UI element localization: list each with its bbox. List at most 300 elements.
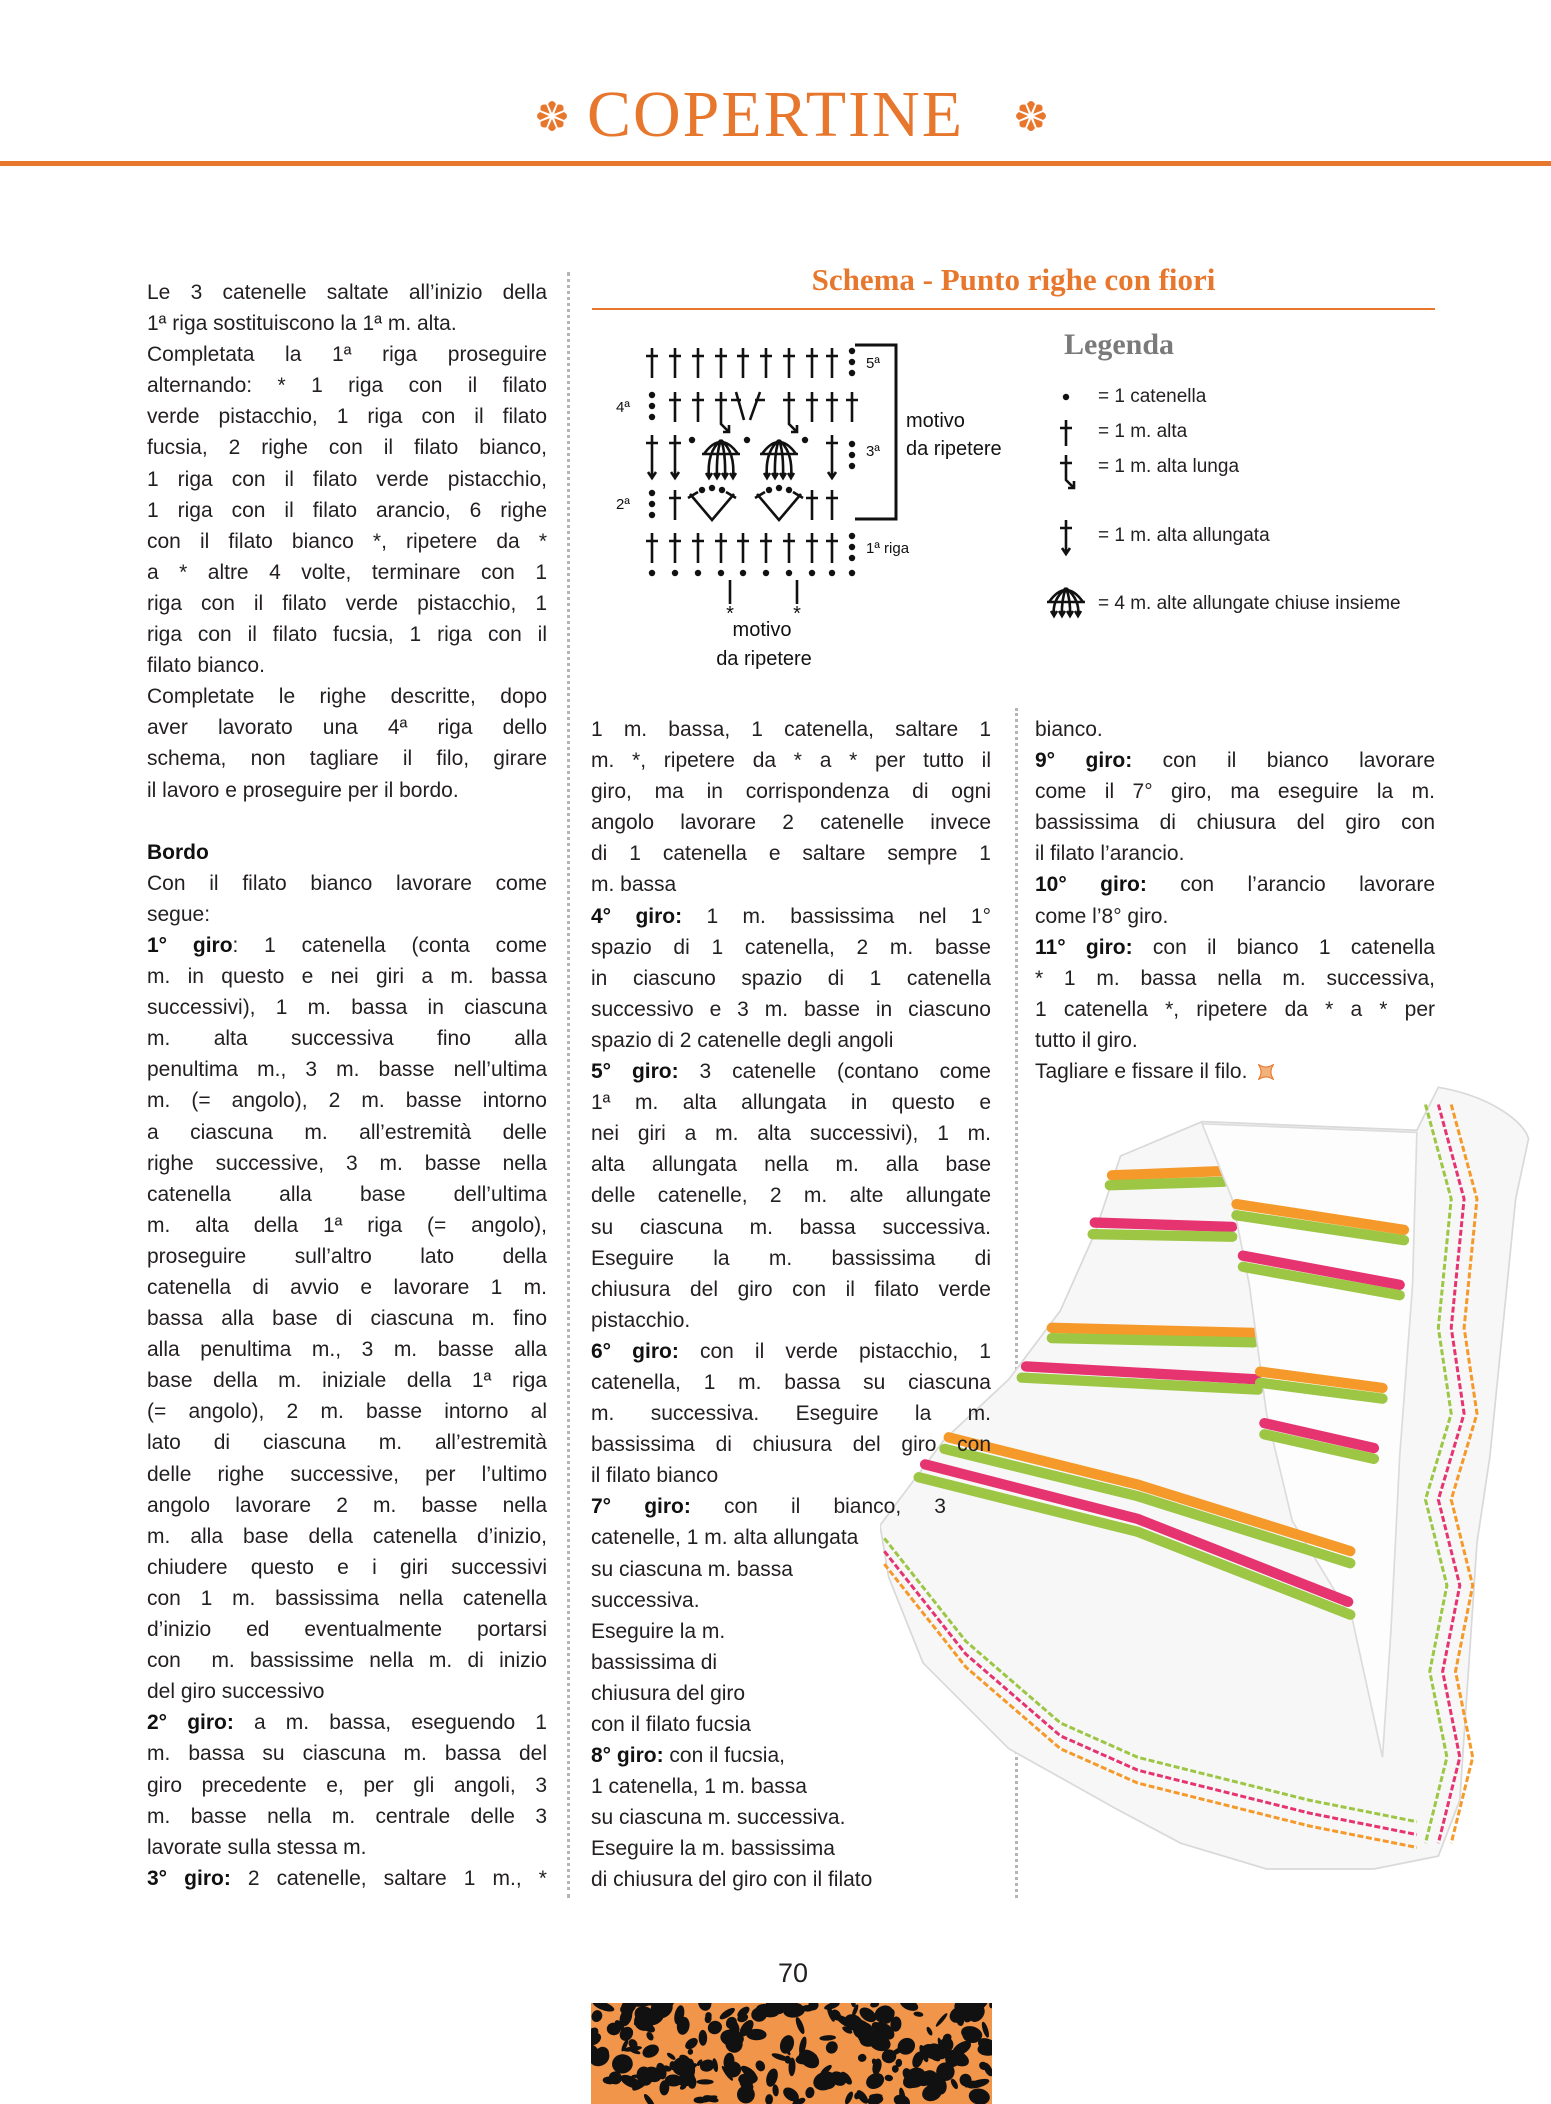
chain-dot	[689, 437, 695, 443]
text-line-content: bassissima di chiusura del giro con	[1035, 811, 1435, 835]
legend-label: = 1 m. alta allungata	[1098, 525, 1270, 546]
text-line	[147, 1490, 547, 1521]
text-line	[147, 1303, 547, 1334]
text-line-content: con m. bassissime nella m. di inizio	[147, 1649, 547, 1673]
double-crochet-symbol	[737, 348, 749, 378]
legend-label: = 4 m. alte allungate chiuse insieme	[1098, 593, 1401, 614]
texture-mark	[967, 2087, 991, 2104]
texture-mark	[857, 2053, 867, 2062]
text-column-middle	[591, 714, 991, 1896]
text-line-content: successivo e 3 m. basse in ciascuno	[591, 997, 991, 1021]
chain-dot	[849, 359, 855, 365]
section-heading: Bordo	[147, 840, 209, 864]
text-line-content: con il filato bianco *, ripetere da *	[147, 529, 547, 553]
double-crochet-symbol	[669, 533, 681, 563]
text-line-content: catenella alla base dell’ultima	[147, 1182, 547, 1206]
text-line	[591, 1802, 991, 1833]
round-label: 1° giro	[147, 933, 233, 957]
text-line-content: righe successive, 3 m. basse nella	[147, 1151, 547, 1175]
text-line-content: con il bianco, 3	[690, 1495, 946, 1519]
text-line	[591, 1305, 991, 1336]
text-line-content: m. alta della 1ª riga (= angolo),	[147, 1213, 547, 1237]
text-line	[147, 1645, 547, 1676]
text-line-content: Tagliare e fissare il filo.	[1035, 1060, 1248, 1084]
legend-title: Legenda	[1064, 328, 1175, 361]
chain-dot	[649, 570, 655, 576]
text-line-content: con il bianco lavorare	[1132, 749, 1435, 773]
text-line-content: Completata la 1ª riga proseguire	[147, 343, 547, 367]
text-line	[591, 1616, 991, 1647]
v-group-symbol	[688, 492, 736, 520]
text-line	[591, 1740, 991, 1771]
chain-dot	[776, 485, 782, 491]
text-line-content: Con il filato bianco lavorare come	[147, 871, 547, 895]
chain-dot	[763, 570, 769, 576]
text-line	[147, 495, 547, 526]
text-line	[591, 1429, 991, 1460]
chain-dot	[649, 392, 655, 398]
footer-texture-band	[591, 2003, 992, 2104]
text-line	[147, 1179, 547, 1210]
texture-mark	[697, 2003, 713, 2012]
text-line-content: 1 riga con il filato verde pistacchio,	[147, 467, 547, 491]
text-line-content: con 1 m. bassissima nella catenella	[147, 1586, 547, 1610]
chain-dot	[849, 452, 855, 458]
chain-dot	[695, 570, 701, 576]
text-line	[591, 776, 991, 807]
text-line-content: il filato bianco	[591, 1464, 719, 1488]
texture-mark	[591, 2009, 604, 2024]
text-line	[147, 712, 547, 743]
text-line-content: Eseguire la m. bassissima di	[591, 1246, 991, 1270]
text-line-content: 1ª riga sostituiscono la 1ª m. alta.	[147, 312, 457, 336]
double-crochet-symbol	[806, 490, 818, 520]
text-line-content: m. *, ripetere da * a * per tutto il	[591, 749, 991, 773]
text-line	[591, 1647, 991, 1678]
double-crochet-symbol	[826, 490, 838, 520]
text-line	[1035, 807, 1435, 838]
repeat-label: motivo	[906, 410, 965, 432]
texture-mark	[819, 2035, 836, 2042]
spacer	[147, 806, 547, 837]
text-line-content: : 1 catenella (conta come	[232, 933, 547, 957]
text-line-content: angolo lavorare 2 m. basse nella	[147, 1493, 547, 1517]
text-line	[147, 1334, 547, 1365]
text-line	[147, 1707, 547, 1738]
legend-label: = 1 m. alta lunga	[1098, 456, 1240, 477]
double-crochet-symbol	[715, 348, 727, 378]
text-line-content: segue:	[147, 902, 211, 926]
asterisk-icon: *	[726, 603, 734, 625]
texture-mark	[754, 2059, 767, 2073]
chain-dot	[744, 437, 750, 443]
round-label: 11° giro:	[1035, 935, 1133, 959]
text-line	[147, 1085, 547, 1116]
round-label: 9° giro:	[1035, 749, 1133, 773]
chain-dot	[802, 437, 808, 443]
elongated-double-crochet-symbol	[646, 435, 658, 478]
green-stripe	[1093, 1234, 1233, 1237]
text-line	[591, 1771, 991, 1802]
text-line	[147, 1210, 547, 1241]
long-double-crochet-icon	[1060, 455, 1074, 488]
text-line	[591, 807, 991, 838]
text-line-content: bassissima di chiusura del giro con	[591, 1433, 991, 1457]
text-line-content: fucsia, 2 righe con il filato bianco,	[147, 436, 547, 460]
text-line-content: aver lavorato una 4ª riga dello	[147, 716, 547, 740]
chain-dot	[849, 544, 855, 550]
double-crochet-symbol	[783, 348, 795, 378]
chain-dot	[718, 570, 724, 576]
text-line-content: d’inizio ed eventualmente portarsi	[147, 1618, 547, 1642]
chain-dot	[849, 370, 855, 376]
texture-mark	[925, 2026, 933, 2036]
text-line	[147, 1148, 547, 1179]
repeat-label: da ripetere	[906, 438, 1002, 460]
text-line	[591, 963, 991, 994]
text-line	[147, 370, 547, 401]
text-line	[591, 1118, 991, 1149]
chain-dot	[649, 414, 655, 420]
text-line	[591, 1149, 991, 1180]
texture-mark	[989, 2003, 992, 2008]
text-line	[1035, 838, 1435, 869]
text-line-content: bianco.	[1035, 718, 1103, 741]
texture-mark	[640, 2042, 661, 2060]
text-line-content: del giro successivo	[147, 1680, 325, 1704]
text-line	[1035, 1025, 1435, 1056]
row-label: 4ª	[616, 399, 630, 416]
elongated-double-crochet-symbol	[669, 435, 681, 478]
chain-dot	[672, 570, 678, 576]
orange-stripe	[1112, 1171, 1224, 1175]
text-line	[591, 1087, 991, 1118]
text-line-content: m. alla base della catenella d’inizio,	[147, 1524, 547, 1548]
long-double-crochet-symbol	[715, 392, 729, 432]
orange-stripe	[1052, 1328, 1254, 1333]
text-line-content: chiudere questo e i giri successivi	[147, 1555, 547, 1579]
round-label: 3° giro:	[147, 1866, 231, 1890]
text-line	[1035, 901, 1435, 932]
texture-mark	[894, 2035, 918, 2058]
text-line-content: lavorate sulla stessa m.	[147, 1835, 367, 1859]
text-line-content: di 1 catenella e saltare sempre 1	[591, 842, 991, 866]
text-line	[591, 1025, 991, 1056]
double-crochet-symbol	[806, 392, 818, 422]
text-line-content: successiva.	[591, 1588, 700, 1612]
text-line	[147, 464, 547, 495]
text-line	[147, 1738, 547, 1769]
text-line-content: Eseguire la m. bassissima	[591, 1837, 835, 1861]
text-line	[1035, 869, 1435, 900]
double-crochet-symbol	[826, 392, 838, 422]
chain-dot	[849, 570, 855, 576]
text-line-content: 1ª m. alta allungata in questo e	[591, 1091, 991, 1115]
texture-mark	[934, 2012, 948, 2028]
text-line-content: tutto il giro.	[1035, 1028, 1138, 1052]
fuchsia-stripe	[1095, 1223, 1232, 1227]
text-line-content: 1 catenella, 1 m. bassa	[591, 1775, 807, 1799]
round-label: 5° giro:	[591, 1060, 679, 1084]
text-line	[1035, 714, 1435, 745]
text-line-content: con l’arancio lavorare	[1146, 873, 1435, 897]
text-line-content: pistacchio.	[591, 1308, 691, 1332]
text-line-content: catenelle, 1 m. alta allungata	[591, 1526, 859, 1550]
text-line	[591, 901, 991, 932]
text-line-content: con il bianco 1 catenella	[1132, 935, 1435, 959]
text-line-content: di chiusura del giro con il filato	[591, 1868, 873, 1892]
double-crochet-symbol	[806, 348, 818, 378]
text-line	[147, 775, 547, 806]
text-line	[147, 277, 547, 308]
text-line	[591, 1554, 991, 1585]
text-line	[591, 1833, 991, 1864]
text-line-content: verde pistacchio, 1 riga con il filato	[147, 405, 547, 429]
page-section-title: COPERTINE	[586, 78, 965, 151]
text-line-content: catenella, 1 m. bassa su ciascuna	[591, 1370, 991, 1394]
round-label: 6° giro:	[591, 1339, 679, 1363]
text-line	[147, 868, 547, 899]
chain-dot	[719, 487, 725, 493]
text-line	[147, 1676, 547, 1707]
cluster-symbol	[760, 440, 798, 478]
text-line	[147, 650, 547, 681]
text-line-content: filato bianco.	[147, 654, 265, 678]
chain-dot	[849, 441, 855, 447]
text-line	[147, 1552, 547, 1583]
text-line	[1035, 994, 1435, 1025]
text-line-content: alla penultima m., 3 m. basse alla	[147, 1338, 547, 1362]
chain-dot	[849, 463, 855, 469]
chain-dot	[709, 485, 715, 491]
text-line	[591, 1367, 991, 1398]
text-line	[1035, 1056, 1435, 1087]
long-double-crochet-symbol	[783, 392, 797, 432]
text-line	[591, 714, 991, 745]
text-line	[147, 992, 547, 1023]
text-line	[147, 619, 547, 650]
chain-dot-icon	[1063, 394, 1069, 400]
chain-dot	[809, 570, 815, 576]
texture-mark	[666, 2051, 677, 2061]
text-line	[147, 1117, 547, 1148]
text-line	[591, 932, 991, 963]
text-line	[147, 1801, 547, 1832]
text-line	[147, 1365, 547, 1396]
double-crochet-symbol	[806, 533, 818, 563]
text-line	[591, 1180, 991, 1211]
row-label: 1ª riga	[866, 540, 910, 557]
text-line-content: successivi), 1 m. bassa in ciascuna	[147, 996, 547, 1020]
text-line-content: m. alta successiva fino alla	[147, 1027, 547, 1051]
text-line	[591, 994, 991, 1025]
text-line-content: giro, ma in corrispondenza di ogni	[591, 780, 991, 804]
text-line-content: bassa alla base di ciascuna m. fino	[147, 1307, 547, 1331]
text-line-content: alta allungata nella m. alla base	[591, 1153, 991, 1177]
text-line-content: 1 riga con il filato arancio, 6 righe	[147, 498, 547, 522]
text-line-content: delle catenelle, 2 m. alte allungate	[591, 1184, 991, 1208]
asterisk-icon: *	[793, 603, 801, 625]
chain-dot	[649, 490, 655, 496]
text-line	[147, 588, 547, 619]
chain-dot	[740, 570, 746, 576]
text-line-content: m. in questo e nei giri a m. bassa	[147, 965, 547, 989]
text-line-content: con il filato fucsia	[591, 1713, 751, 1736]
green-stripe	[1110, 1182, 1224, 1185]
text-line-content: alternando: * 1 riga con il filato	[147, 374, 547, 398]
text-line	[147, 961, 547, 992]
texture-mark	[949, 2078, 959, 2091]
double-crochet-symbol	[669, 348, 681, 378]
text-line-content: 1 m. bassissima nel 1°	[682, 904, 991, 928]
text-line	[591, 1274, 991, 1305]
cluster-symbol	[702, 440, 740, 478]
text-line-content: base della m. iniziale della 1ª riga	[147, 1369, 547, 1393]
text-line	[147, 1241, 547, 1272]
text-line-content: bassissima di	[591, 1650, 718, 1674]
chain-dot	[849, 348, 855, 354]
text-line	[147, 1023, 547, 1054]
text-line-content: m. successiva. Eseguire la m.	[591, 1402, 991, 1426]
repeat-label: da ripetere	[716, 648, 812, 670]
text-line	[147, 308, 547, 339]
text-line	[591, 1398, 991, 1429]
text-line-content: spazio di 2 catenelle degli angoli	[591, 1028, 894, 1052]
row-label: 5ª	[866, 355, 880, 372]
text-line	[147, 1770, 547, 1801]
text-line-content: angolo lavorare 2 catenelle invece	[591, 811, 991, 835]
text-line-content: 1 catenella *, ripetere da * a * per	[1035, 997, 1435, 1021]
double-crochet-symbol	[692, 533, 704, 563]
text-line-content: in ciascuno spazio di 1 catenella	[591, 966, 991, 990]
schema-title: Schema - Punto righe con fiori	[811, 262, 1216, 297]
texture-mark	[698, 2030, 707, 2046]
text-line	[591, 838, 991, 869]
text-line-content: Completate le righe descritte, dopo	[147, 685, 547, 709]
double-crochet-symbol	[826, 533, 838, 563]
text-line	[1035, 963, 1435, 994]
text-line	[591, 1243, 991, 1274]
text-line-content: schema, non tagliare il filo, girare	[147, 747, 547, 771]
text-line	[1035, 745, 1435, 776]
text-line-content: chiusura del giro	[591, 1681, 746, 1705]
text-line-content: il filato l’arancio.	[1035, 842, 1185, 866]
double-crochet-symbol	[692, 348, 704, 378]
text-line	[147, 1396, 547, 1427]
text-line-content: su ciascuna m. bassa successiva.	[591, 1215, 991, 1239]
double-crochet-symbol	[692, 392, 704, 422]
text-line-content: riga con il filato fucsia, 1 riga con il	[147, 623, 547, 647]
double-crochet-symbol	[760, 533, 772, 563]
text-line	[147, 432, 547, 463]
end-ornament-icon	[1255, 1061, 1277, 1083]
double-crochet-symbol	[846, 392, 858, 422]
text-line	[147, 401, 547, 432]
text-line	[147, 1272, 547, 1303]
text-line-content: * 1 m. bassa nella m. successiva,	[1035, 966, 1435, 990]
double-crochet-symbol	[646, 348, 658, 378]
text-line-content: proseguire sull’altro lato della	[147, 1244, 547, 1268]
texture-mark	[687, 2048, 693, 2055]
text-line-content: Le 3 catenelle saltate all’inizio della	[147, 281, 547, 304]
text-line-content: su ciascuna m. bassa	[591, 1557, 793, 1581]
texture-mark	[772, 2084, 779, 2097]
legend-label: = 1 catenella	[1098, 386, 1207, 407]
text-line	[591, 1491, 946, 1522]
chain-dot	[649, 501, 655, 507]
double-crochet-symbol	[669, 490, 681, 520]
text-line-content: (= angolo), 2 m. basse intorno al	[147, 1400, 547, 1424]
texture-mark	[697, 2079, 714, 2084]
text-line	[591, 1336, 991, 1367]
text-line	[147, 1459, 547, 1490]
text-line-content: m. bassa su ciascuna m. bassa del	[147, 1742, 547, 1766]
text-line-content: lato di ciascuna m. all’estremità	[147, 1431, 547, 1455]
text-line-content: il lavoro e proseguire per il bordo.	[147, 778, 459, 802]
double-crochet-symbol	[715, 533, 727, 563]
text-line	[591, 745, 991, 776]
text-line-content: 3 catenelle (contano come	[678, 1060, 991, 1084]
text-line	[147, 1614, 547, 1645]
legend-label: = 1 m. alta	[1098, 421, 1188, 442]
round-label: 7° giro:	[591, 1495, 691, 1519]
v-group-symbol	[755, 492, 803, 520]
text-line-content: m. (= angolo), 2 m. basse intorno	[147, 1089, 547, 1113]
chain-dot	[786, 570, 792, 576]
text-line-content: 1 m. bassa, 1 catenella, saltare 1	[591, 718, 991, 741]
text-line	[591, 1709, 991, 1740]
texture-mark	[764, 2067, 780, 2088]
round-label: 8° giro:	[591, 1744, 664, 1768]
text-line-content: su ciascuna m. successiva.	[591, 1806, 846, 1830]
text-line	[591, 1585, 991, 1616]
text-line-content: a m. bassa, eseguendo 1	[233, 1711, 547, 1735]
double-crochet-symbol	[646, 533, 658, 563]
chain-dot	[699, 487, 705, 493]
text-column-right	[1035, 714, 1435, 1087]
text-line	[1035, 932, 1435, 963]
double-crochet-symbol	[737, 533, 749, 563]
double-crochet-symbol	[760, 348, 772, 378]
texture-mark	[778, 2033, 797, 2055]
text-line	[591, 1678, 991, 1709]
chain-dot	[766, 487, 772, 493]
round-label: 2° giro:	[147, 1711, 234, 1735]
round-label: 4° giro:	[591, 904, 683, 928]
text-line-content: 2 catenelle, saltare 1 m., *	[230, 1866, 547, 1890]
text-line	[591, 1864, 991, 1895]
chain-dot	[849, 533, 855, 539]
chain-dot	[829, 570, 835, 576]
text-line	[591, 869, 991, 900]
chain-dot	[786, 487, 792, 493]
text-line-content: come il 7° giro, ma eseguire la m.	[1035, 780, 1435, 804]
text-line-content: a * altre 4 volte, terminare con 1	[147, 560, 547, 584]
double-crochet-symbol	[783, 533, 795, 563]
green-stripe	[1052, 1338, 1254, 1342]
text-line	[147, 743, 547, 774]
text-line	[591, 1460, 991, 1491]
text-line-content: m. basse nella m. centrale delle 3	[147, 1804, 547, 1828]
text-line-content: con il fucsia,	[663, 1744, 785, 1768]
text-line-content: delle righe successive, per l’ultimo	[147, 1462, 547, 1486]
text-line	[147, 339, 547, 370]
texture-mark	[765, 2094, 774, 2104]
texture-mark	[794, 2016, 806, 2035]
text-line-content: riga con il filato verde pistacchio, 1	[147, 591, 547, 615]
text-line	[591, 1056, 991, 1087]
text-line-content: Eseguire la m.	[591, 1619, 726, 1643]
